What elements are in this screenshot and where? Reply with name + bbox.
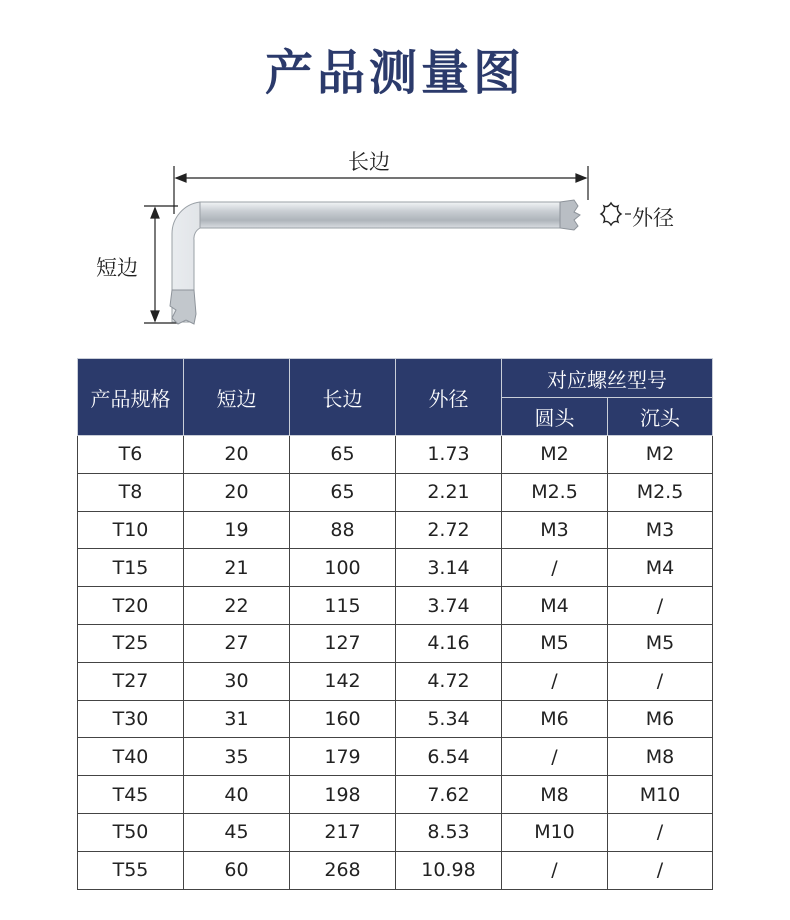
table-cell-long: 65 (290, 436, 396, 474)
table-cell-spec: T30 (78, 700, 184, 738)
torx-key-drawing (0, 130, 790, 350)
table-cell-sunk: / (608, 587, 713, 625)
table-cell-long: 217 (290, 813, 396, 851)
spec-table (77, 358, 713, 890)
outer-diameter-label: 外径 (632, 206, 674, 230)
table-cell-short: 19 (184, 511, 290, 549)
table-cell-round: M10 (502, 813, 608, 851)
table-cell-short: 60 (184, 851, 290, 889)
torx-profile-icon (601, 203, 631, 225)
table-cell-round: M5 (502, 624, 608, 662)
table-cell-sunk: M4 (608, 549, 713, 587)
header-countersunk: 沉头 (608, 398, 713, 436)
table-cell-spec: T8 (78, 473, 184, 511)
table-cell-long: 115 (290, 587, 396, 625)
short-side-label: 短边 (96, 256, 138, 280)
table-cell-od: 2.21 (396, 473, 502, 511)
table-row (78, 436, 713, 474)
table-cell-long: 100 (290, 549, 396, 587)
long-side-label: 长边 (348, 150, 390, 174)
header-long: 长边 (290, 359, 396, 436)
table-cell-sunk: M2 (608, 436, 713, 474)
table-row (78, 738, 713, 776)
table-cell-round: M2.5 (502, 473, 608, 511)
table-cell-sunk: M8 (608, 738, 713, 776)
table-cell-od: 4.16 (396, 624, 502, 662)
header-short: 短边 (184, 359, 290, 436)
table-cell-od: 7.62 (396, 776, 502, 814)
table-cell-od: 4.72 (396, 662, 502, 700)
table-cell-short: 20 (184, 436, 290, 474)
table-cell-spec: T10 (78, 511, 184, 549)
table-row (78, 473, 713, 511)
table-cell-spec: T50 (78, 813, 184, 851)
table-cell-od: 10.98 (396, 851, 502, 889)
table-cell-short: 22 (184, 587, 290, 625)
table-cell-spec: T15 (78, 549, 184, 587)
table-cell-short: 27 (184, 624, 290, 662)
table-cell-round: M3 (502, 511, 608, 549)
table-cell-round: M2 (502, 436, 608, 474)
table-cell-short: 21 (184, 549, 290, 587)
table-cell-round: M6 (502, 700, 608, 738)
table-row (78, 662, 713, 700)
table-cell-spec: T55 (78, 851, 184, 889)
table-row (78, 587, 713, 625)
table-cell-short: 20 (184, 473, 290, 511)
table-cell-long: 268 (290, 851, 396, 889)
table-cell-round: / (502, 549, 608, 587)
table-cell-round: / (502, 738, 608, 776)
table-row (78, 700, 713, 738)
header-screw-group: 对应螺丝型号 (502, 359, 713, 398)
table-cell-round: M4 (502, 587, 608, 625)
table-cell-short: 40 (184, 776, 290, 814)
table-cell-spec: T45 (78, 776, 184, 814)
table-cell-sunk: / (608, 662, 713, 700)
table-cell-spec: T27 (78, 662, 184, 700)
table-cell-od: 8.53 (396, 813, 502, 851)
header-round-head: 圆头 (502, 398, 608, 436)
table-row (78, 776, 713, 814)
table-cell-sunk: / (608, 851, 713, 889)
table-cell-sunk: M5 (608, 624, 713, 662)
table-cell-short: 35 (184, 738, 290, 776)
table-cell-short: 45 (184, 813, 290, 851)
table-cell-od: 3.74 (396, 587, 502, 625)
table-row (78, 624, 713, 662)
table-cell-spec: T6 (78, 436, 184, 474)
table-cell-long: 65 (290, 473, 396, 511)
table-cell-long: 127 (290, 624, 396, 662)
hex-key-body (170, 200, 580, 324)
table-cell-long: 179 (290, 738, 396, 776)
table-cell-round: M8 (502, 776, 608, 814)
header-od: 外径 (396, 359, 502, 436)
header-spec: 产品规格 (78, 359, 184, 436)
table-cell-od: 6.54 (396, 738, 502, 776)
table-cell-long: 142 (290, 662, 396, 700)
table-cell-long: 160 (290, 700, 396, 738)
table-row (78, 851, 713, 889)
table-row (78, 549, 713, 587)
table-cell-spec: T20 (78, 587, 184, 625)
table-cell-od: 1.73 (396, 436, 502, 474)
table-cell-sunk: M2.5 (608, 473, 713, 511)
table-cell-round: / (502, 851, 608, 889)
table-row (78, 511, 713, 549)
table-row (78, 813, 713, 851)
table-cell-sunk: M3 (608, 511, 713, 549)
table-cell-long: 198 (290, 776, 396, 814)
table-cell-sunk: / (608, 813, 713, 851)
spec-table-body (78, 436, 713, 890)
measurement-diagram (0, 130, 790, 350)
table-cell-spec: T40 (78, 738, 184, 776)
table-cell-long: 88 (290, 511, 396, 549)
table-cell-spec: T25 (78, 624, 184, 662)
table-cell-sunk: M6 (608, 700, 713, 738)
table-cell-od: 5.34 (396, 700, 502, 738)
table-cell-short: 31 (184, 700, 290, 738)
table-cell-od: 3.14 (396, 549, 502, 587)
page-title: 产品测量图 (264, 45, 525, 101)
table-cell-short: 30 (184, 662, 290, 700)
table-cell-round: / (502, 662, 608, 700)
table-cell-od: 2.72 (396, 511, 502, 549)
table-cell-sunk: M10 (608, 776, 713, 814)
